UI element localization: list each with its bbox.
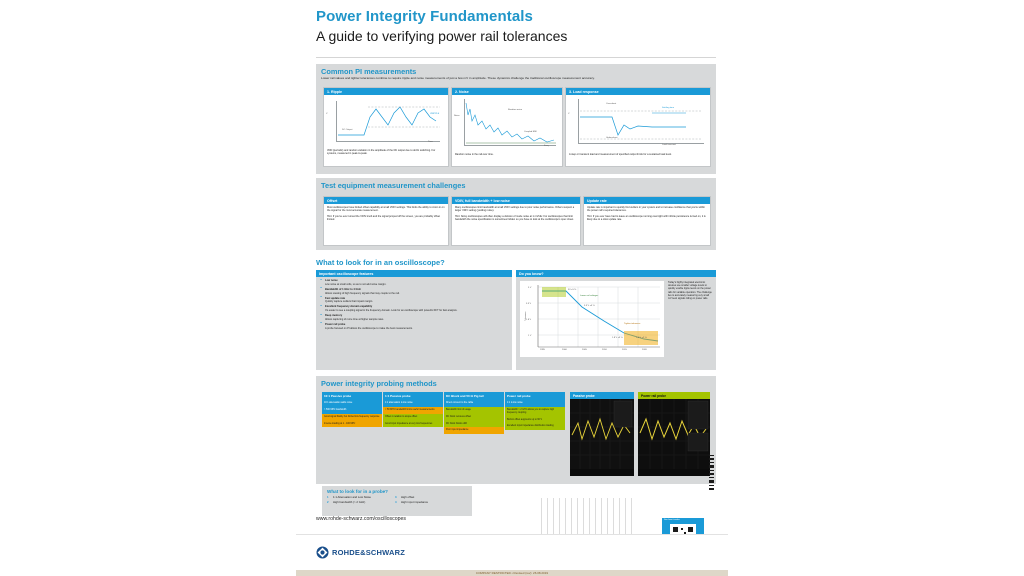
load-label-settling: Settling time: [662, 107, 675, 109]
probing-col-1-cell-4: Inverse loading at 1 - 100 MHz: [322, 421, 382, 428]
brand-name: ROHDE&SCHWARZ: [332, 548, 406, 557]
what-probe-left-2: High bandwidth (> 2 GHz): [333, 500, 366, 504]
chart-annotation-4: Lower rail voltages: [580, 295, 599, 297]
probing-col-1-header: 10:1 Passive probe: [322, 392, 382, 400]
what-probe-title: What to look for in a probe?: [327, 489, 388, 494]
list-item: [325, 314, 508, 321]
feature-4-head: Excellent frequency domain capability: [325, 305, 373, 309]
chart-annotation-1: 3.3 V ±5 %: [584, 305, 595, 307]
noise-x-axis: Freq: [544, 145, 549, 147]
ripple-y-axis: V: [326, 113, 328, 115]
feature-5-head: Deep memory: [325, 314, 343, 318]
pi-card-3-caption: A step or transient load and measurement of specified output limits for a sustained load level.: [569, 153, 672, 156]
probing-col-2-cell-2: < 50 MHz bandwidth limits useful measurements: [383, 407, 443, 414]
common-pi-subtitle: Lower rail values and tighter tolerances combine to require ripple and noise measurements of just a few mV in amplitude. These dynamics challenge the traditional oscilloscope measurement accuracy.: [321, 76, 595, 80]
pi-card-2-num: 2.: [455, 89, 458, 94]
what-probe-n3: 3: [395, 495, 397, 499]
chart-ylabel: Tolerance: [525, 311, 527, 321]
challenge-1-body: Most oscilloscopes have limited offset capability at small VDIV settings. This limits the ability to zoom in on the signal for the most accurate measurement.: [327, 206, 445, 213]
list-item: [325, 305, 508, 312]
pi-card-1-caption: VDD (periodic) and random variation in the amplitude of the DC output due to dc/dc switching. For systems, measured in peak-to-peak.: [327, 149, 436, 156]
pi-card-3-num: 3.: [569, 89, 572, 94]
what-probe-n4: 4: [395, 500, 397, 504]
probing-col-4-header: Power rail probe: [505, 392, 565, 400]
probing-col-1-cell-1: 10:1 attenuation adds noise: [322, 400, 382, 407]
common-pi-title: Common PI measurements: [321, 67, 417, 76]
didyouknow-body: Today's highly integrated electronic devices use smaller voltage levels to quickly enable ripple levels on the power rails for variable operation. The challenge lies to accurately measuring very small mV level signals riding on power rails.: [668, 281, 712, 301]
probing-col-2-header: 1:1 Passive probe: [383, 392, 443, 400]
probing-col-3-cell-4: DC block blocks drift: [444, 421, 504, 428]
header-divider: [316, 57, 716, 58]
feature-2-head: Bandwidth of 1 GHz to 4 GHz: [325, 287, 361, 291]
chart-xtick-1: 2000: [562, 349, 567, 351]
chart-ytick-0: 5 V: [528, 287, 532, 289]
list-item: [325, 288, 508, 295]
probing-col-2-cell-3: Offset in relation to scope offset: [383, 414, 443, 421]
challenge-card-vdiv: [451, 196, 581, 246]
noise-label-emi: Coupled EMI: [524, 131, 537, 133]
pi-card-load-response: [565, 87, 711, 167]
probing-col-3-cell-3: DC block removes offset: [444, 414, 504, 421]
challenge-1-label: Offset: [324, 197, 448, 204]
qr-label: See how it works: [664, 519, 680, 521]
challenge-card-offset: [323, 196, 449, 246]
what-probe-right-1: High offset: [401, 495, 415, 499]
probing-col-1-cell-2: > 500 MHz bandwidth: [322, 407, 382, 414]
load-label-undershoot: Undershoot: [606, 137, 618, 139]
chart-ytick-3: 1 V: [528, 335, 532, 337]
load-label-overshoot: Overshoot: [606, 103, 617, 105]
ripple-label-dc: DC Output: [342, 129, 353, 131]
pi-card-1-num: 1.: [327, 89, 330, 94]
pi-card-noise: [451, 87, 563, 167]
load-response-plot: [566, 95, 710, 151]
chart-xtick-5: 2020: [642, 349, 647, 351]
probing-table: [322, 392, 565, 434]
page-subtitle: A guide to verifying power rail tolerances: [316, 28, 568, 44]
challenge-card-update-rate: [583, 196, 711, 246]
probing-col-4-cell-3: Built-in offset augments up to 60 V: [505, 417, 565, 424]
chart-annotation-3: 1.0 V ±2 %: [636, 337, 647, 339]
pi-card-3-label: Load response: [573, 89, 599, 94]
ripple-label-vripple: VRIPPLE: [430, 113, 440, 115]
feature-6-head: Power rail probe: [325, 322, 346, 326]
probing-col-4-cell-2: Bandwidth > 2 GHz allows you to capture high frequency coupling: [505, 407, 565, 417]
pi-card-2-label: Noise: [459, 89, 469, 94]
probing-column-passive-1x: [383, 392, 443, 434]
challenge-3-body: Update rate is important to quickly find outliers in your system and to increase confidence that you're within the power rail's required tolerances.: [587, 206, 706, 213]
feature-1-body: Low noise at small volts, so as to not add noise margin.: [325, 282, 387, 286]
what-probe-left-1: 1:1 Attenuation and Low Noise: [333, 495, 371, 499]
noise-plot: [452, 95, 562, 151]
look-for-title: What to look for in an oscilloscope?: [316, 258, 445, 267]
feature-3-head: Fast update rate: [325, 296, 346, 300]
chart-annotation-2: 1.8 V ±3 %: [612, 337, 623, 339]
poster-header: [316, 8, 716, 44]
probing-column-dc-block: [444, 392, 504, 434]
what-probe-right-2: High input impedance: [401, 500, 429, 504]
power-rail-probe-caption: Power rail probe: [638, 392, 710, 399]
noise-label-random: Random noise: [508, 109, 523, 111]
features-title: Important oscilloscope features: [316, 270, 512, 277]
challenge-2-label: VDIV, full bandwidth + low noise: [452, 197, 580, 204]
website-url[interactable]: www.rohde-schwarz.com/oscilloscopes: [316, 516, 406, 522]
challenge-3-hint: Hint: If you ever have had to leave an oscilloscope running overnight with infinite persistence turned on, it is likely due to a slow update rate.: [587, 214, 706, 221]
didyouknow-box: [516, 270, 716, 370]
probing-col-3-header: DC Block and 50 Ω Pig tail: [444, 392, 504, 400]
power-rail-probe-screenshot: [638, 392, 710, 476]
probing-col-1-cell-3: Good signal fidelity but limited low frequency response: [322, 414, 382, 421]
page-title: Power Integrity Fundamentals: [316, 8, 534, 25]
chart-plot-area: [520, 281, 664, 357]
rohde-schwarz-mark-icon: [316, 546, 329, 559]
challenges-title: Test equipment measurement challenges: [321, 181, 466, 190]
barcode: [709, 455, 714, 491]
challenge-1-hint: Hint: If you've ever turned the VDIV knob and the signal jumped off the screen, you are probably offset limited.: [327, 214, 440, 221]
pi-card-2-caption: Random noise in the rail over time.: [455, 153, 494, 156]
features-box: [316, 270, 512, 370]
feature-4-body: It's easier to see a coupling signal in the frequency domain. Look for an oscilloscope with powerful FFT for fast analysis.: [325, 309, 458, 313]
chart-annotation-0: 5V ±5 %: [568, 289, 577, 291]
challenge-2-hint: Hint: Noisy oscilloscopes will often display a division of mode noise at 1 mV/div. For oscilloscopes that limit bandwidth the noise specification is sometimes hidden so you have to look at the oscilloscope's spec sheet.: [455, 214, 574, 221]
brand-logo: [316, 546, 405, 559]
chart-xtick-2: 2005: [582, 349, 587, 351]
pi-card-ripple: [323, 87, 449, 167]
feature-5-body: Allows capturing of more time at higher sample rates.: [325, 317, 384, 321]
didyouknow-title: Do you know?: [516, 270, 716, 277]
chart-ytick-1: 3.3 V: [526, 303, 532, 305]
passive-probe-caption: Passive probe: [570, 392, 634, 399]
load-y-axis: V: [568, 113, 570, 115]
probing-col-3-cell-1: Direct connect to the cable: [444, 400, 504, 407]
chart-xtick-4: 2015: [622, 349, 627, 351]
load-x-axis: Load transient: [662, 144, 676, 146]
ripple-plot: [324, 95, 448, 147]
what-probe-n2: 2: [327, 500, 329, 504]
probing-col-2-cell-1: 1:1 attenuation is low noise: [383, 400, 443, 407]
challenge-2-body: Many oscilloscopes limit bandwidth at small VDIV settings due to poor noise performance. Others suspect a larger VDIV setting (yielding noise).: [455, 206, 575, 213]
decorative-stripes: [541, 498, 636, 536]
probing-col-4-cell-1: 1:1 is low noise: [505, 400, 565, 407]
pi-card-1-label: Ripple: [331, 89, 342, 94]
list-item: [325, 323, 508, 330]
feature-2-body: Allows viewing of high frequency signals that may couple to the rail.: [325, 291, 400, 295]
what-probe-box: [322, 486, 472, 516]
noise-y-axis: Noise: [454, 115, 460, 117]
probing-col-3-cell-5: Poor input impedance: [444, 427, 504, 434]
passive-probe-screenshot: [570, 392, 634, 476]
probing-col-3-cell-2: Bandwidth limit of usage: [444, 407, 504, 414]
feature-3-body: Quickly capture outliers that impact margin.: [325, 300, 373, 304]
what-probe-row-2: [322, 500, 472, 505]
feature-6-body: A probe focused on PI allows the oscilloscope to make the best measurements.: [325, 326, 413, 330]
probing-column-passive-10x: [322, 392, 382, 434]
confidential-notice: COMPANY RESTRICTED • Revised (rev): 26.08.2019: [296, 570, 728, 576]
chart-xtick-0: 1995: [540, 349, 545, 351]
chart-annotation-5: Tighter tolerance: [624, 323, 641, 325]
feature-1-head: Low noise: [325, 279, 338, 282]
list-item: [325, 279, 508, 286]
what-probe-n1: 1: [327, 495, 329, 499]
probing-col-4-cell-4: Excellent input impedance distribution loading: [505, 423, 565, 430]
features-list: [316, 277, 512, 334]
list-item: [325, 297, 508, 304]
probing-column-power-rail: [505, 392, 565, 434]
ripple-x-axis: Time: [428, 141, 433, 143]
poster: [296, 0, 728, 576]
probing-title: Power integrity probing methods: [321, 379, 437, 388]
didyouknow-chart: [516, 277, 716, 369]
chart-xtick-3: 2010: [602, 349, 607, 351]
challenge-3-label: Update rate: [584, 197, 710, 204]
probing-col-2-cell-4: Good input impedance at very low frequencies: [383, 421, 443, 428]
chart-ytick-2: 1.8 V: [526, 319, 532, 321]
